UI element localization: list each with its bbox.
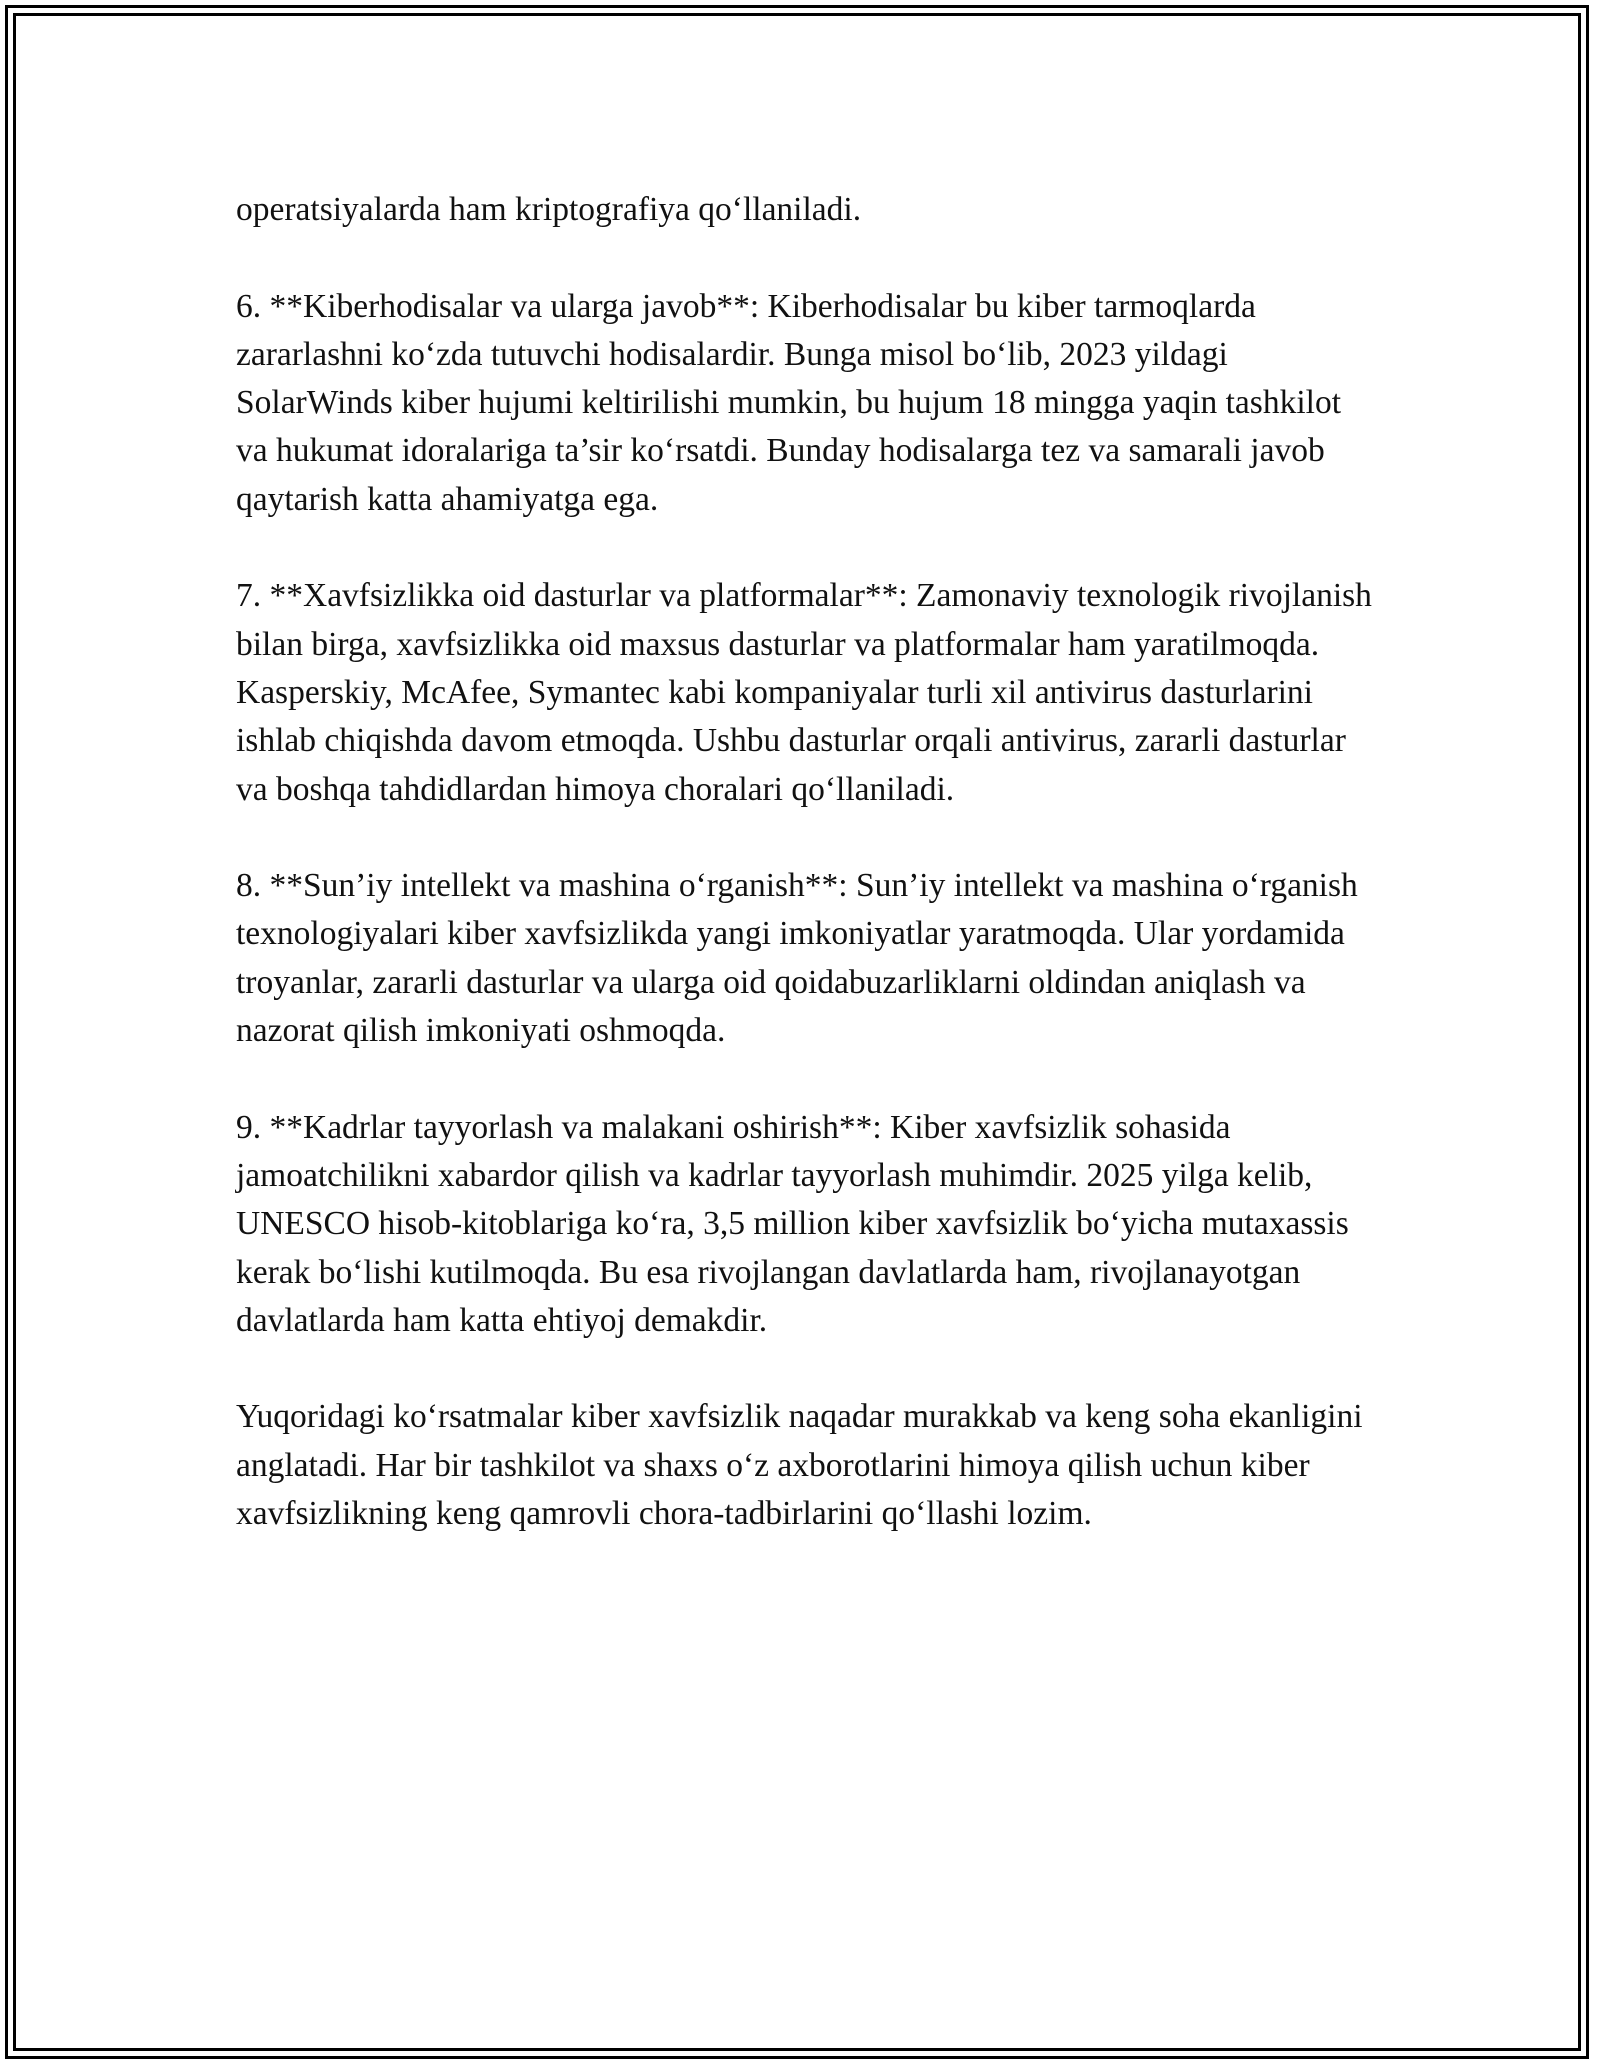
document-body: [236, 186, 1376, 1587]
paragraph-item-9: 9. **Kadrlar tayyorlash va malakani oshirish**: Kiber xavfsizlik sohasida jamoatchilikni xabardor qilish va kadrlar tayyorlash muhimdir. 2025 yilga kelib, UNESCO hisob-kitoblariga ko‘ra, 3,5 million kiber xavfsizlik bo‘yicha mutaxassis kerak bo‘lishi kutilmoqda. Bu esa rivojlangan davlatlarda ham, rivojlanayotgan davlatlarda ham katta ehtiyoj demakdir.: [236, 1108, 1349, 1339]
paragraph-continuation: operatsiyalarda ham kriptografiya qo‘llaniladi.: [236, 191, 862, 228]
paragraph-item-7: 7. **Xavfsizlikka oid dasturlar va platformalar**: Zamonaviy texnologik rivojlanish bilan birga, xavfsizlikka oid maxsus dasturlar va platformalar ham yaratilmoqda. Kasperskiy, McAfee, Symantec kabi kompaniyalar turli xil antivirus dasturlarini ishlab chiqishda davom etmoqda. Ushbu dasturlar orqali antivirus, zararli dasturlar va boshqa tahdidlardan himoya choralari qo‘llaniladi.: [236, 577, 1372, 808]
paragraph-item-8: 8. **Sun’iy intellekt va mashina o‘rganish**: Sun’iy intellekt va mashina o‘rganish texnologiyalari kiber xavfsizlikda yangi imkoniyatlar yaratmoqda. Ular yordamida troyanlar, zararli dasturlar va ularga oid qoidabuzarliklarni oldindan aniqlash va nazorat qilish imkoniyati oshmoqda.: [236, 867, 1358, 1050]
paragraph-item-6: 6. **Kiberhodisalar va ularga javob**: Kiberhodisalar bu kiber tarmoqlarda zararlashni ko‘zda tutuvchi hodisalardir. Bunga misol bo‘lib, 2023 yildagi SolarWinds kiber hujumi keltirilishi mumkin, bu hujum 18 mingga yaqin tashkilot va hukumat idoralariga ta’sir ko‘rsatdi. Bunday hodisalarga tez va samarali javob qaytarish katta ahamiyatga ega.: [236, 287, 1342, 518]
paragraph-conclusion: Yuqoridagi ko‘rsatmalar kiber xavfsizlik naqadar murakkab va keng soha ekanligini anglatadi. Har bir tashkilot va shaxs o‘z axborotlarini himoya qilish uchun kiber xavfsizlikning keng qamrovli chora-tadbirlarini qo‘llashi lozim.: [236, 1398, 1363, 1533]
